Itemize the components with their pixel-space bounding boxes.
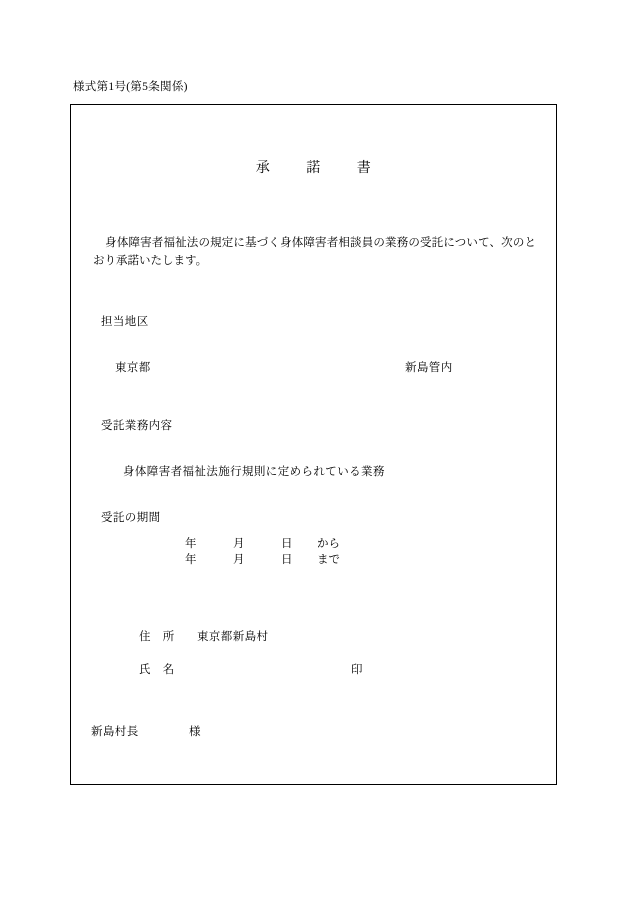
period-from-suffix: から	[317, 538, 340, 550]
title-char-2: 諾	[306, 161, 321, 176]
address-label: 住 所	[139, 631, 175, 643]
period-to-suffix: まで	[317, 553, 340, 566]
address-value: 東京都新島村	[197, 631, 269, 643]
period-row-to	[185, 553, 340, 569]
period-rows	[185, 537, 340, 568]
title-char-1: 承	[255, 161, 271, 176]
period-to-year: 年	[185, 553, 197, 566]
page-title	[71, 157, 556, 177]
area-left-value: 東京都	[115, 362, 151, 374]
intro-paragraph	[93, 235, 536, 271]
period-to-day: 日	[281, 553, 293, 566]
area-right-value: 新島管内	[405, 362, 453, 374]
document-frame	[70, 104, 557, 785]
addressee-name: 新島村長	[91, 726, 139, 738]
intro-text: 身体障害者福祉法の規定に基づく身体障害者相談員の業務の受託について、次のとおり承諾いたします。	[93, 237, 536, 267]
period-row-from	[185, 537, 340, 553]
addressee-suffix: 様	[189, 726, 201, 738]
period-from-month: 月	[233, 538, 245, 550]
form-code: 様式第1号(第5条関係)	[73, 81, 188, 93]
title-char-3: 書	[356, 161, 372, 176]
period-from-day: 日	[281, 538, 293, 550]
work-value: 身体障害者福祉法施行規則に定められている業務	[123, 466, 385, 478]
section-label-period: 受託の期間	[101, 512, 161, 524]
period-to-month: 月	[233, 553, 245, 566]
period-from-year: 年	[185, 538, 197, 550]
section-label-work: 受託業務内容	[101, 420, 173, 432]
section-label-area: 担当地区	[101, 316, 149, 328]
seal-mark: 印	[351, 664, 363, 676]
name-label: 氏 名	[139, 664, 175, 676]
